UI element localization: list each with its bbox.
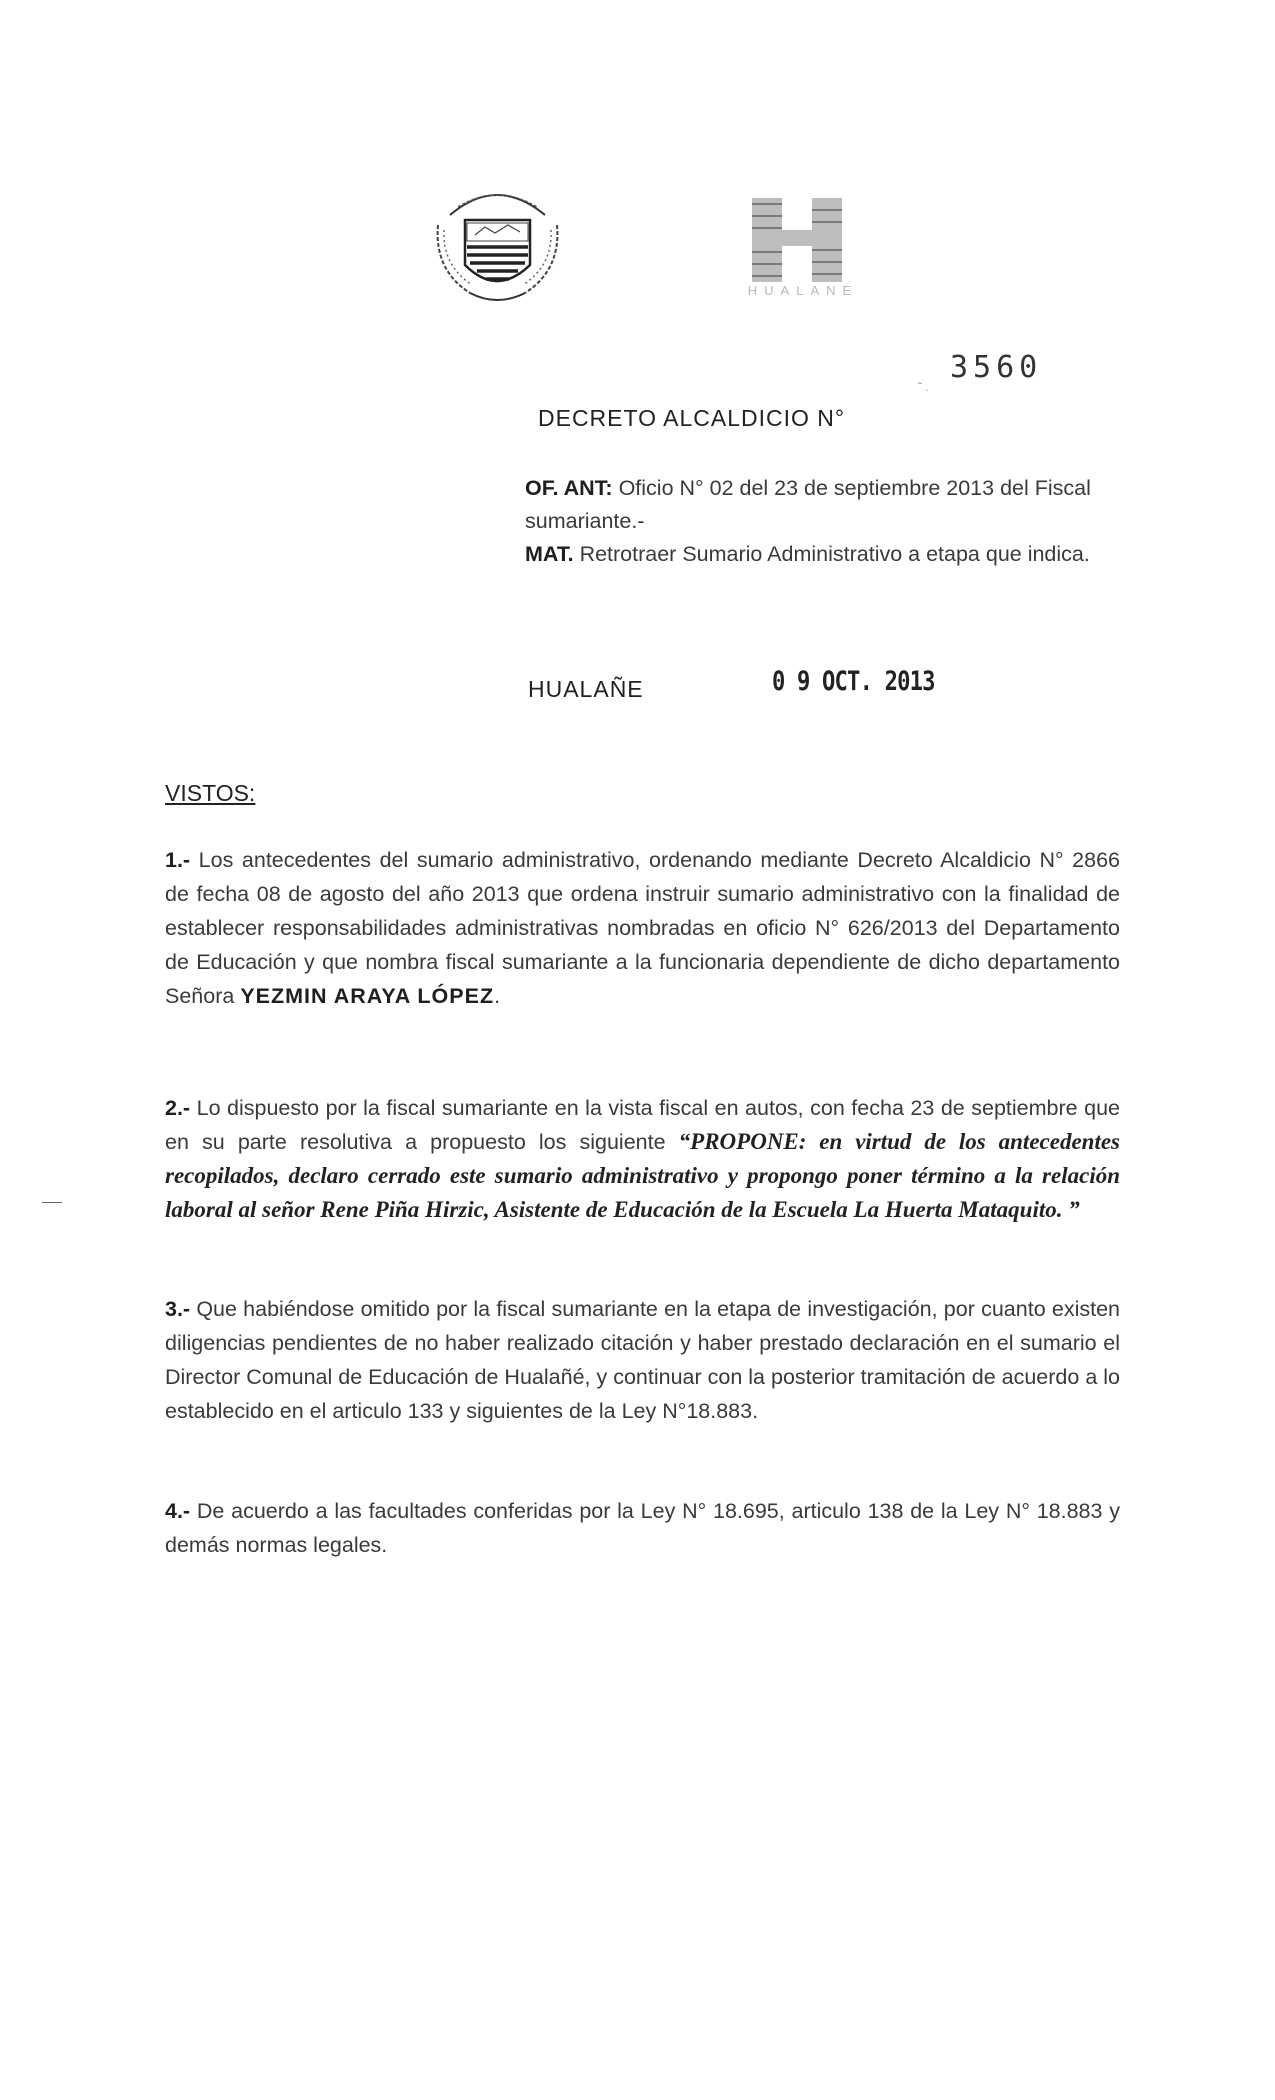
reference-mat bbox=[525, 538, 1120, 571]
reference-ant bbox=[525, 472, 1120, 538]
paragraph-number: 2.- bbox=[165, 1096, 191, 1120]
margin-mark bbox=[42, 1202, 62, 1203]
reference-block bbox=[525, 472, 1120, 571]
paragraph-number: 3.- bbox=[165, 1297, 191, 1321]
paragraph-1: 1.- Los antecedentes del sumario administrativo, ordenando mediante Decreto Alcaldicio N° 2866 de fecha 08 de agosto del año 2013 que ordena instruir sumario administrativo con la finalidad de establecer responsabilidades administrativas nombradas en oficio N° 626/2013 del Departamento de Educación y que nombra fiscal sumariante a la funcionaria dependiente de dicho departamento Señora YEZMIN ARAYA LÓPEZ. bbox=[165, 848, 1120, 1008]
reference-ant-label: OF. ANT: bbox=[525, 476, 613, 500]
paragraph-3 bbox=[165, 1292, 1120, 1428]
logo-caption: HUALANE bbox=[747, 283, 859, 298]
date-stamp: 0 9 OCT. 2013 bbox=[772, 666, 935, 697]
paragraph-2 bbox=[165, 1091, 1120, 1227]
paragraph-text: Que habiéndose omitido por la fiscal sumariante en la etapa de investigación, por cuanto existen diligencias pendientes de no haber realizado citación y haber prestado declaración en el sumario el Director Comunal de Educación de Hualañé, y continuar con la posterior tramitación de acuerdo a lo establecido en el articulo 133 y siguientes de la Ley N°18.883. bbox=[165, 1297, 1120, 1423]
paragraph-number: 1.- bbox=[165, 848, 191, 872]
city-name: HUALAÑE bbox=[528, 676, 644, 702]
paragraph-quote: “PROPONE: en virtud de los antecedentes recopilados, declaro cerrado este sumario administrativo y propongo poner término a la relación laboral al señor Rene Piña Hirzic, Asistente de Educación de la Escuela La Huerta Mataquito. ” bbox=[165, 1129, 1120, 1222]
stamp-mark: ˜ . bbox=[918, 380, 929, 394]
reference-mat-text: Retrotraer Sumario Administrativo a etapa que indica. bbox=[579, 542, 1090, 566]
decree-number: 3560 bbox=[950, 350, 1043, 385]
paragraph-number: 4.- bbox=[165, 1499, 191, 1523]
municipal-coat-of-arms-icon bbox=[430, 175, 565, 310]
reference-mat-label: MAT. bbox=[525, 542, 574, 566]
prosecutor-name: YEZMIN ARAYA LÓPEZ bbox=[240, 984, 495, 1008]
reference-ant-text: Oficio N° 02 del 23 de septiembre 2013 del Fiscal sumariante.- bbox=[525, 476, 1091, 533]
paragraph-text: Lo dispuesto por la fiscal sumariante en la vista fiscal en autos, con fecha 23 de septiembre que en su parte resolutiva a propuesto los siguiente bbox=[165, 1096, 1120, 1154]
paragraph-4 bbox=[165, 1494, 1120, 1562]
paragraph-text: Los antecedentes del sumario administrativo, ordenando mediante Decreto Alcaldicio N° 2866 de fecha 08 de agosto del año 2013 que ordena instruir sumario administrativo con la finalidad de establecer responsabilidades administrativas nombradas en oficio N° 626/2013 del Departamento de Educación y que nombra fiscal sumariante a la funcionaria dependiente de dicho departamento Señora bbox=[165, 848, 1120, 1008]
vistos-heading: VISTOS: bbox=[165, 780, 256, 806]
document-title: DECRETO ALCALDICIO N° bbox=[538, 405, 846, 431]
paragraph-text: De acuerdo a las facultades conferidas por la Ley N° 18.695, articulo 138 de la Ley N° 18.883 y demás normas legales. bbox=[165, 1499, 1120, 1557]
